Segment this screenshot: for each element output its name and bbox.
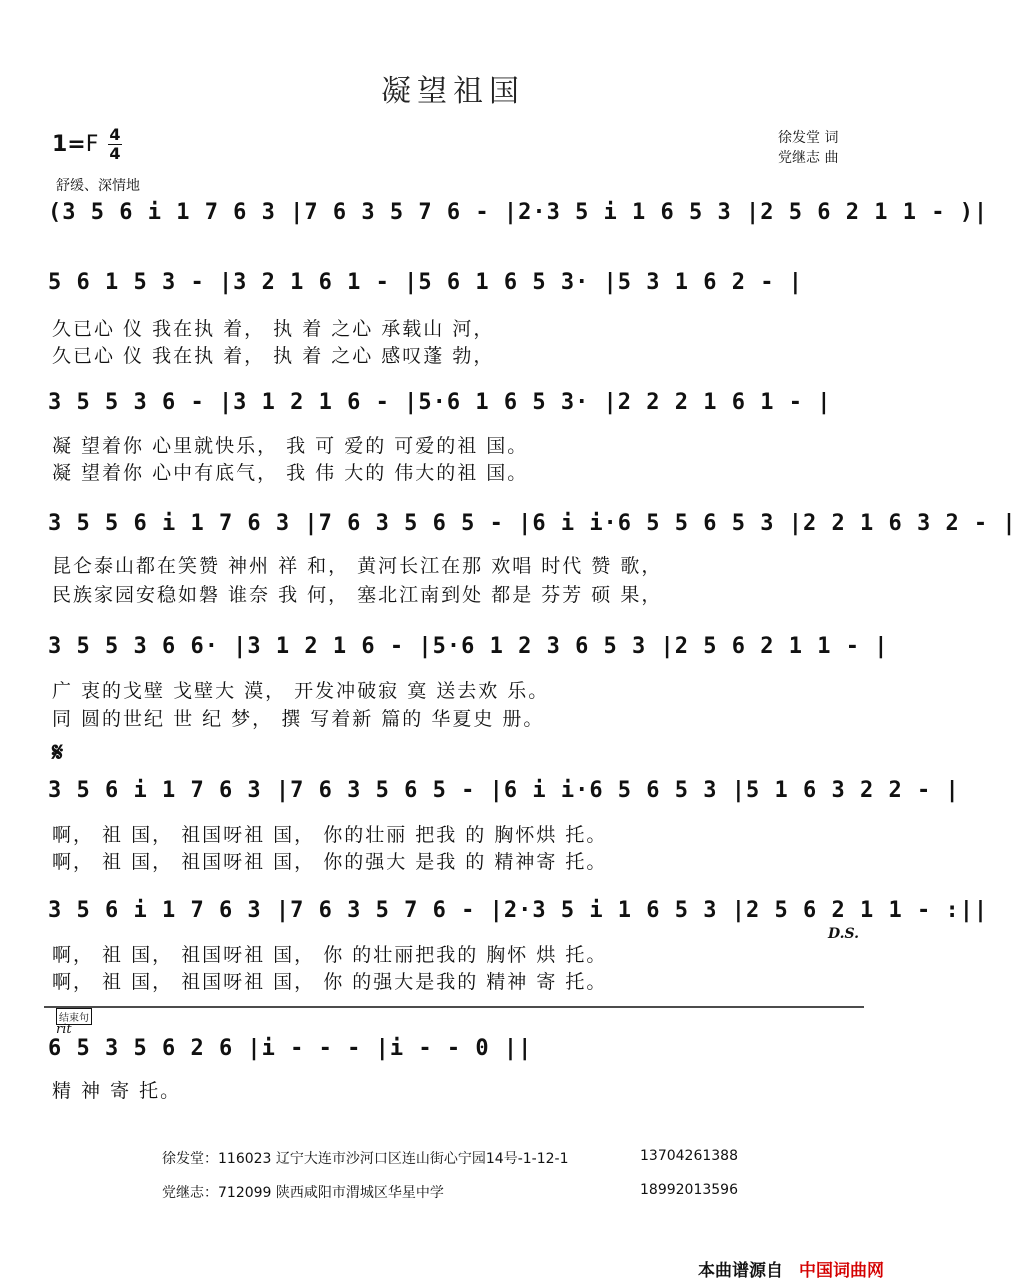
lyric-line: 凝 望着你 心里就快乐， 我 可 爱的 可爱的祖 国。 — [52, 435, 529, 457]
phone-composer: 18992013596 — [640, 1182, 738, 1198]
tempo-marking: 舒缓、深情地 — [56, 178, 140, 194]
contact-composer: 党继志：712099 陕西咸阳市渭城区华星中学 — [162, 1185, 444, 1201]
credits — [778, 128, 838, 168]
lyric-line: 久已心 仪 我在执 着， 执 着 之心 承载山 河， — [52, 318, 495, 340]
lyric-line: 精 神 寄 托。 — [52, 1080, 182, 1102]
lyric-line: 民族家园安稳如磐 谁奈 我 何， 塞北江南到处 都是 芬芳 硕 果， — [52, 584, 663, 606]
time-bottom: 4 — [109, 144, 121, 163]
key-label: 1= — [52, 132, 86, 157]
source-credit — [698, 1256, 884, 1281]
lyricist-credit: 徐发堂 词 — [778, 130, 839, 146]
rit-marking: rit — [56, 1022, 72, 1037]
key-signature — [52, 132, 98, 157]
notation-line: 3 5 5 3 6 - |3 1 2 1 6 - |5·6 1 6 5 3· |2 2 2 1 6 1 - | — [48, 390, 832, 415]
composer-credit: 党继志 曲 — [778, 150, 839, 166]
lyric-line: 啊， 祖 国， 祖国呀祖 国， 你的强大 是我 的 精神寄 托。 — [52, 851, 608, 873]
notation-line: 3 5 5 3 6 6· |3 1 2 1 6 - |5·6 1 2 3 6 5 3 |2 5 6 2 1 1 - | — [48, 634, 889, 659]
lyric-line: 广 衷的戈壁 戈壁大 漠， 开发冲破寂 寞 送去欢 乐。 — [52, 680, 550, 702]
key-tonic: F — [85, 132, 99, 157]
notation-line: 3 5 6 i 1 7 6 3 |7 6 3 5 6 5 - |6 i i·6 5 6 5 3 |5 1 6 3 2 2 - | — [48, 778, 960, 803]
coda-label: 结束句 — [56, 1008, 92, 1025]
notation-line: 3 5 5 6 i 1 7 6 3 |7 6 3 5 6 5 - |6 i i·6 5 5 6 5 3 |2 2 1 6 3 2 - | — [48, 511, 1017, 536]
song-title: 凝望祖国 — [381, 74, 525, 109]
source-site-link[interactable]: 中国词曲网 — [799, 1261, 884, 1281]
source-text: 本曲谱源自 — [698, 1261, 783, 1281]
notation-line: 6 5 3 5 6 2 6 |i - - - |i - - 0 || — [48, 1036, 533, 1061]
time-top: 4 — [109, 125, 121, 144]
contact-lyricist: 徐发堂：116023 辽宁大连市沙河口区连山街心宁园14号-1-12-1 — [162, 1151, 569, 1167]
coda-bracket — [44, 1006, 864, 1008]
lyric-line: 啊， 祖 国， 祖国呀祖 国， 你 的壮丽把我的 胸怀 烘 托。 — [52, 944, 608, 966]
lyric-line: 昆仑泰山都在笑赞 神州 祥 和， 黄河长江在那 欢唱 时代 赞 歌， — [52, 555, 663, 577]
lyric-line: 啊， 祖 国， 祖国呀祖 国， 你的壮丽 把我 的 胸怀烘 托。 — [52, 824, 608, 846]
notation-line: 3 5 6 i 1 7 6 3 |7 6 3 5 7 6 - |2·3 5 i 1 6 5 3 |2 5 6 2 1 1 - :|| — [48, 898, 989, 923]
ds-marking: D.S. — [828, 926, 860, 942]
lyric-line: 同 圆的世纪 世 纪 梦， 撰 写着新 篇的 华夏史 册。 — [52, 708, 545, 730]
phone-lyricist: 13704261388 — [640, 1148, 738, 1164]
time-signature — [108, 126, 122, 163]
segno-sign: 𝄋 — [52, 738, 64, 768]
lyric-line: 久已心 仪 我在执 着， 执 着 之心 感叹蓬 勃， — [52, 345, 495, 367]
lyric-line: 啊， 祖 国， 祖国呀祖 国， 你 的强大是我的 精神 寄 托。 — [52, 971, 608, 993]
lyric-line: 凝 望着你 心中有底气， 我 伟 大的 伟大的祖 国。 — [52, 462, 529, 484]
notation-line: (3 5 6 i 1 7 6 3 |7 6 3 5 7 6 - |2·3 5 i 1 6 5 3 |2 5 6 2 1 1 - )| — [48, 200, 989, 225]
notation-line: 5 6 1 5 3 - |3 2 1 6 1 - |5 6 1 6 5 3· |5 3 1 6 2 - | — [48, 270, 803, 295]
